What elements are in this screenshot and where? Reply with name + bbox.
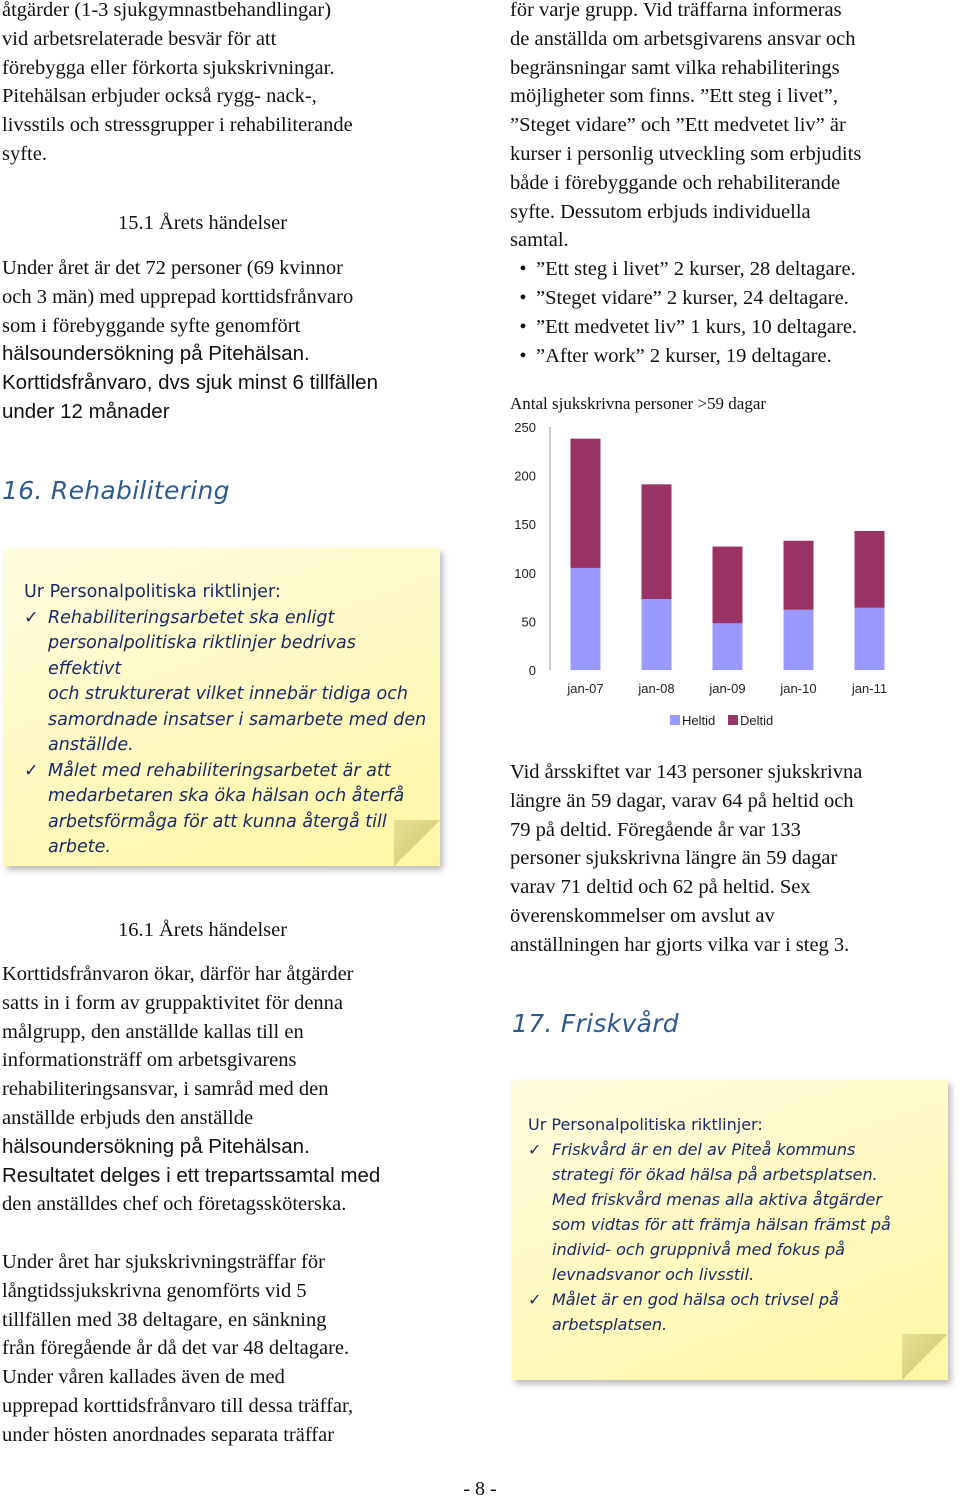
note-item-line — [528, 1212, 940, 1237]
text-line: Korttidsfrånvaro, dvs sjuk minst 6 tillfällen — [2, 371, 378, 395]
policy-note-rehabilitering — [4, 548, 440, 866]
indent-spacer — [528, 1262, 552, 1287]
note-item-text: arbetsplatsen. — [552, 1315, 668, 1334]
y-tick-label: 0 — [528, 663, 536, 678]
text-line: kurser i personlig utveckling som erbjudits — [510, 142, 862, 165]
legend-label: Heltid — [682, 713, 716, 728]
course-list — [510, 255, 950, 370]
checkmark-icon: ✓ — [24, 607, 39, 628]
note-item-line — [24, 759, 434, 785]
text-line: vid arbetsrelaterade besvär för att — [2, 27, 277, 50]
indent-spacer — [528, 1212, 552, 1237]
note-item-line — [24, 784, 434, 810]
text-line: syfte. Dessutom erbjuds individuella — [510, 200, 811, 223]
note-item-line — [528, 1137, 940, 1162]
text-line: Under året är det 72 personer (69 kvinnor — [2, 257, 343, 279]
course-list-item — [510, 342, 950, 371]
bullet-icon: • — [519, 344, 527, 367]
note-item-line — [528, 1162, 940, 1187]
text-line: rehabiliteringsansvar, i samråd med den — [2, 1078, 329, 1101]
text-line: Pitehälsan erbjuder också rygg- nack-, — [2, 85, 317, 108]
text-line: samtal. — [510, 229, 569, 252]
note-item-text: strategi för ökad hälsa på arbetsplatsen. — [552, 1165, 878, 1184]
heading-friskvard: 17. Friskvård — [512, 1009, 679, 1038]
section-16-1-title: 16.1 Årets händelser — [118, 919, 288, 941]
legend-label: Deltid — [740, 713, 774, 728]
note-item-line — [528, 1262, 940, 1287]
note-item-text: som vidtas för att främja hälsan främst på — [552, 1215, 891, 1234]
text-line: och 3 män) med upprepad korttidsfrånvaro — [2, 285, 354, 308]
right-top-paragraph — [510, 0, 950, 370]
text-line: Korttidsfrånvaron ökar, därför har åtgärder — [2, 963, 354, 985]
section-15-1-paragraph — [2, 254, 442, 427]
course-list-text: ”Ett medvetet liv” 1 kurs, 10 deltagare. — [536, 315, 858, 338]
x-tick-label: jan-11 — [851, 681, 888, 696]
bullet-icon: • — [519, 315, 527, 338]
text-line: åtgärder (1-3 sjukgymnastbehandlingar) — [2, 0, 332, 21]
note-fold — [902, 1334, 948, 1380]
note-item-text: levnadsvanor och livsstil. — [552, 1265, 755, 1284]
note-item-text: Målet är en god hälsa och trivsel på — [552, 1290, 839, 1309]
checkmark-icon: ✓ — [528, 1290, 542, 1309]
sick-leave-chart — [500, 415, 920, 745]
course-list-item — [510, 313, 950, 342]
text-line: personer sjukskrivna längre än 59 dagar — [510, 847, 838, 870]
note-title: Ur Personalpolitiska riktlinjer: — [24, 582, 281, 602]
bar-deltid-jan-11 — [855, 531, 885, 608]
note-item-text: anställde. — [48, 735, 134, 755]
indent-spacer — [24, 784, 48, 810]
note-item-text: arbete. — [48, 837, 111, 857]
y-tick-label: 200 — [514, 468, 536, 484]
course-list-item — [510, 284, 950, 313]
section-15-1-title: 15.1 Årets händelser — [118, 212, 288, 234]
indent-spacer — [24, 682, 48, 708]
text-line: som i förebyggande syfte genomfört — [2, 314, 301, 337]
text-line: förebygga eller förkorta sjukskrivningar. — [2, 56, 335, 79]
note-item-line — [24, 810, 434, 836]
sjukskrivning-paragraph — [2, 1248, 442, 1450]
note-item-line — [528, 1237, 940, 1262]
checkmark-icon: ✓ — [528, 1140, 542, 1159]
text-line: den anställdes chef och företagssköterska. — [2, 1193, 347, 1216]
section-16-1-paragraph — [2, 960, 442, 1219]
note-item-line — [24, 606, 434, 632]
y-tick-label: 250 — [514, 420, 536, 435]
text-line: under 12 månader — [2, 399, 170, 423]
text-line: tillfällen med 38 deltagare, en sänkning — [2, 1308, 327, 1331]
note-item-text: och strukturerat vilket innebär tidiga och — [48, 684, 408, 704]
text-line: livsstils och stressgrupper i rehabiliterande — [2, 114, 353, 137]
note-item-line — [24, 835, 434, 861]
indent-spacer — [528, 1312, 552, 1337]
text-line: under hösten anordnades separata träffar — [2, 1423, 335, 1446]
course-list-text: ”Ett steg i livet” 2 kurser, 28 deltagare. — [536, 258, 856, 281]
note-item-line — [24, 682, 434, 708]
x-tick-label: jan-10 — [780, 681, 817, 696]
indent-spacer — [528, 1162, 552, 1187]
chart-title: Antal sjukskrivna personer >59 dagar — [510, 394, 767, 413]
bullet-icon: • — [519, 286, 527, 309]
heading-rehabilitering: 16. Rehabilitering — [2, 476, 230, 505]
note-item-text: arbetsförmåga för att kunna återgå till — [48, 811, 387, 832]
indent-spacer — [24, 733, 48, 759]
bar-deltid-jan-07 — [571, 439, 601, 568]
text-line: anställde erbjuds den anställde — [2, 1106, 254, 1129]
x-tick-label: jan-08 — [638, 681, 675, 696]
course-list-item — [510, 255, 950, 284]
text-line: både i förebyggande och rehabiliterande — [510, 171, 841, 194]
note-title: Ur Personalpolitiska riktlinjer: — [528, 1115, 763, 1134]
note-item-text: Med friskvård menas alla aktiva åtgärder — [552, 1190, 882, 1209]
bar-deltid-jan-08 — [642, 484, 672, 599]
text-line: från föregående år då det var 48 deltagare. — [2, 1337, 350, 1360]
text-line: satts in i form av gruppaktivitet för denna — [2, 991, 344, 1014]
note-item-line — [24, 733, 434, 759]
note-item-text: personalpolitiska riktlinjer bedrivas effektivt — [48, 633, 356, 679]
legend-swatch-heltid — [670, 715, 680, 725]
note-item-text: medarbetaren ska öka hälsan och återfå — [48, 786, 405, 806]
text-line: långtidssjukskrivna genomförts vid 5 — [2, 1279, 307, 1302]
text-line: 79 på deltid. Föregående år var 133 — [510, 818, 801, 841]
checkmark-icon: ✓ — [24, 760, 39, 781]
indent-spacer — [24, 631, 48, 682]
legend-swatch-deltid — [728, 715, 738, 725]
note-item-line — [528, 1312, 940, 1337]
bar-heltid-jan-07 — [571, 568, 601, 670]
text-line: Under året har sjukskrivningsträffar för — [2, 1251, 325, 1273]
note-item-line — [24, 708, 434, 734]
note-item-text: samordnade insatser i samarbete med den — [48, 709, 427, 730]
indent-spacer — [528, 1187, 552, 1212]
indent-spacer — [24, 835, 48, 861]
bar-heltid-jan-09 — [713, 623, 743, 670]
bar-deltid-jan-10 — [784, 541, 814, 610]
indent-spacer — [24, 708, 48, 734]
bullet-icon: • — [519, 258, 527, 281]
course-list-text: ”After work” 2 kurser, 19 deltagare. — [536, 344, 832, 367]
text-line: Under våren kallades även de med — [2, 1366, 285, 1389]
x-tick-label: jan-09 — [709, 681, 746, 696]
text-line: informationsträff om arbetsgivarens — [2, 1049, 297, 1072]
note-item-text: individ- och gruppnivå med fokus på — [552, 1240, 845, 1259]
intro-paragraph — [2, 0, 442, 169]
page-number: - 8 - — [463, 1478, 497, 1500]
text-line: ”Steget vidare” och ”Ett medvetet liv” är — [510, 114, 846, 137]
text-line: varav 71 deltid och 62 på heltid. Sex — [510, 876, 811, 899]
text-line: Vid årsskiftet var 143 personer sjukskrivna — [510, 761, 863, 783]
x-tick-label: jan-07 — [567, 681, 604, 696]
policy-note-friskvard — [512, 1080, 948, 1380]
text-line: de anställda om arbetsgivarens ansvar och — [510, 27, 856, 50]
text-line: överenskommelser om avslut av — [510, 904, 775, 927]
text-line: Resultatet delges i ett trepartssamtal med — [2, 1163, 381, 1187]
text-line: för varje grupp. Vid träffarna informeras — [510, 0, 842, 21]
text-line: hälsoundersökning på Pitehälsan. — [2, 342, 310, 366]
text-line: hälsoundersökning på Pitehälsan. — [2, 1134, 310, 1158]
text-line: begränsningar samt vilka rehabiliterings — [510, 56, 840, 79]
bar-heltid-jan-08 — [642, 599, 672, 670]
y-tick-label: 150 — [514, 517, 536, 533]
text-line: möjligheter som finns. ”Ett steg i livet”, — [510, 85, 838, 108]
note-item-text: Rehabiliteringsarbetet ska enligt — [48, 607, 335, 628]
y-tick-label: 100 — [514, 565, 536, 581]
text-line: syfte. — [2, 142, 47, 165]
text-line: målgrupp, den anställde kallas till en — [2, 1020, 304, 1043]
course-list-text: ”Steget vidare” 2 kurser, 24 deltagare. — [536, 286, 849, 309]
bar-heltid-jan-10 — [784, 610, 814, 670]
note-item-line — [24, 631, 434, 682]
note-item-text: Målet med rehabiliteringsarbetet är att — [48, 760, 391, 781]
indent-spacer — [24, 810, 48, 836]
y-tick-label: 50 — [521, 614, 536, 630]
text-line: anställningen har gjorts vilka var i steg 3. — [510, 933, 850, 956]
bar-deltid-jan-09 — [713, 547, 743, 624]
note-item-line — [528, 1187, 940, 1212]
note-item-line — [528, 1287, 940, 1312]
note-item-text: Friskvård är en del av Piteå kommuns — [552, 1140, 856, 1159]
text-line: upprepad korttidsfrånvaro till dessa träffar, — [2, 1394, 354, 1417]
indent-spacer — [528, 1237, 552, 1262]
sick-leave-summary — [510, 758, 950, 960]
text-line: längre än 59 dagar, varav 64 på heltid och — [510, 789, 854, 812]
bar-heltid-jan-11 — [855, 608, 885, 670]
